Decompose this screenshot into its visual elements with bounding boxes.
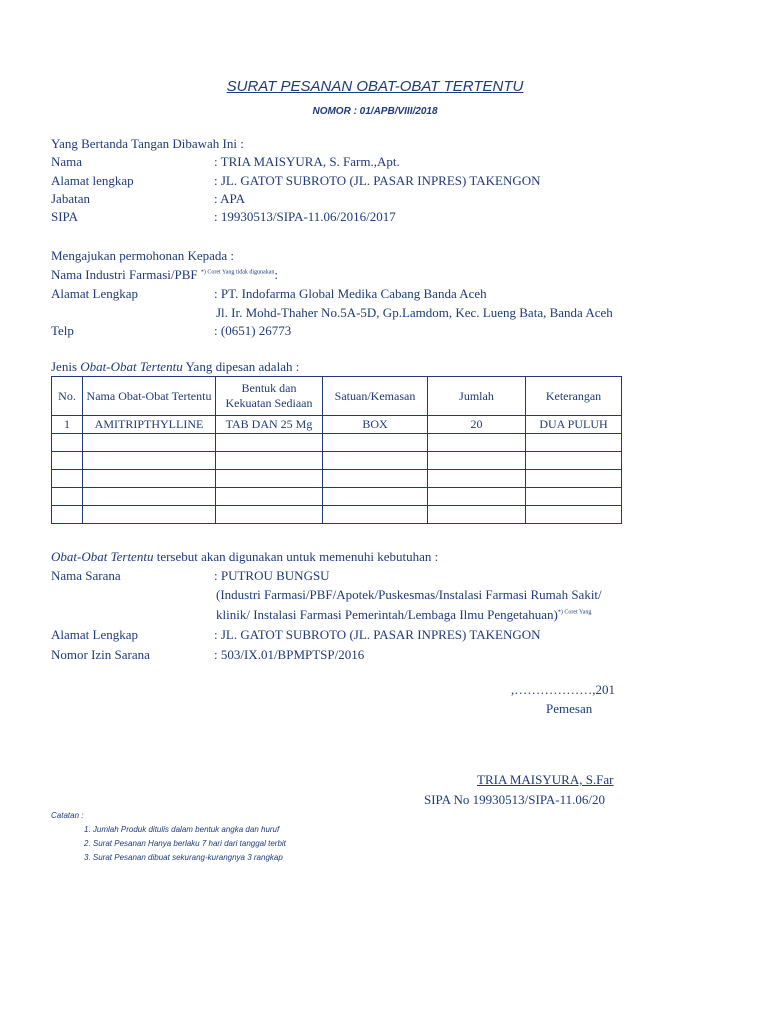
facility-type-text: klinik/ Instalasi Farmasi Pemerintah/Lembaga Ilmu Pengetahuan) (216, 607, 558, 622)
col-header-no: No. (52, 377, 83, 416)
table-cell: 1 (52, 416, 83, 434)
facility-address-value: : JL. GATOT SUBROTO (JL. PASAR INPRES) TAKENGON (214, 627, 541, 642)
signer-sipa-value: : 19930513/SIPA-11.06/2016/2017 (214, 209, 396, 224)
col-header-qty: Jumlah (428, 377, 526, 416)
facility-type-note: *) Coret Yang (557, 609, 592, 616)
phone-label: Telp (51, 323, 74, 338)
table-cell: AMITRIPTHYLLINE (83, 416, 216, 434)
col-header-form: Bentuk dan Kekuatan Sediaan (216, 377, 323, 416)
signer-position-label: Jabatan (51, 191, 90, 206)
jenis-prefix: Jenis (51, 359, 81, 374)
note-item: 1. Jumlah Produk ditulis dalam bentuk angka dan huruf (84, 825, 280, 834)
note-item: 3. Surat Pesanan dibuat sekurang-kurangnya 3 rangkap (84, 853, 283, 862)
table-cell: TAB DAN 25 Mg (216, 416, 323, 434)
facility-address-label: Alamat Lengkap (51, 627, 138, 642)
supplier-address-line2: Jl. Ir. Mohd-Thaher No.5A-5D, Gp.Lamdom, Kec. Lueng Bata, Banda Aceh (216, 305, 613, 320)
signer-intro: Yang Bertanda Tangan Dibawah Ini : (51, 136, 244, 151)
col-header-note: Keterangan (526, 377, 622, 416)
signature-name: TRIA MAISYURA, S.Far (477, 772, 614, 787)
supplier-address-line1: : PT. Indofarma Global Medika Cabang Banda Aceh (214, 286, 487, 301)
notes-heading: Catatan : (51, 811, 84, 820)
industry-label-text: Nama Industri Farmasi/PBF (51, 267, 198, 282)
col-header-unit: Satuan/Kemasan (323, 377, 428, 416)
document-title: SURAT PESANAN OBAT-OBAT TERTENTU (226, 78, 524, 95)
signer-name-value: : TRIA MAISYURA, S. Farm.,Apt. (214, 154, 400, 169)
signature-role: Pemesan (546, 701, 593, 716)
facility-name-label: Nama Sarana (51, 568, 121, 583)
facility-name-value: : PUTROU BUNGSU (214, 568, 330, 583)
facility-permit-label: Nomor Izin Sarana (51, 647, 150, 662)
jenis-suffix: Yang dipesan adalah : (182, 359, 300, 374)
signer-position-value: : APA (214, 191, 245, 206)
facility-type-line1: (Industri Farmasi/PBF/Apotek/Puskesmas/Instalasi Farmasi Rumah Sakit/ (216, 587, 602, 602)
industry-colon: : (274, 267, 278, 282)
supplier-address-label: Alamat Lengkap (51, 286, 138, 301)
jenis-italic: Obat-Obat Tertentu (80, 359, 183, 374)
request-intro: Mengajukan permohonan Kepada : (51, 248, 235, 263)
signer-address-value: : JL. GATOT SUBROTO (JL. PASAR INPRES) TAKENGON (214, 173, 541, 188)
note-item: 2. Surat Pesanan Hanya berlaku 7 hari dari tanggal terbit (84, 839, 286, 848)
table-cell: 20 (428, 416, 526, 434)
signer-name-label: Nama (51, 154, 83, 169)
facility-permit-value: : 503/IX.01/BPMPTSP/2016 (214, 647, 365, 662)
signature-sipa: SIPA No 19930513/SIPA-11.06/20 (424, 792, 605, 807)
signature-date: ,………………,201 (511, 682, 615, 697)
document-number: NOMOR : 01/APB/VIII/2018 (312, 106, 438, 117)
table-cell: DUA PULUH (526, 416, 622, 434)
phone-value: : (0651) 26773 (214, 323, 292, 338)
col-header-name: Nama Obat-Obat Tertentu (83, 377, 216, 416)
table-cell: BOX (323, 416, 428, 434)
industry-note: *) Coret Yang tidak digunakan (200, 269, 275, 276)
signer-address-label: Alamat lengkap (51, 173, 134, 188)
usage-italic: Obat-Obat Tertentu (51, 549, 154, 564)
signer-sipa-label: SIPA (51, 209, 78, 224)
usage-suffix: tersebut akan digunakan untuk memenuhi kebutuhan : (153, 549, 439, 564)
